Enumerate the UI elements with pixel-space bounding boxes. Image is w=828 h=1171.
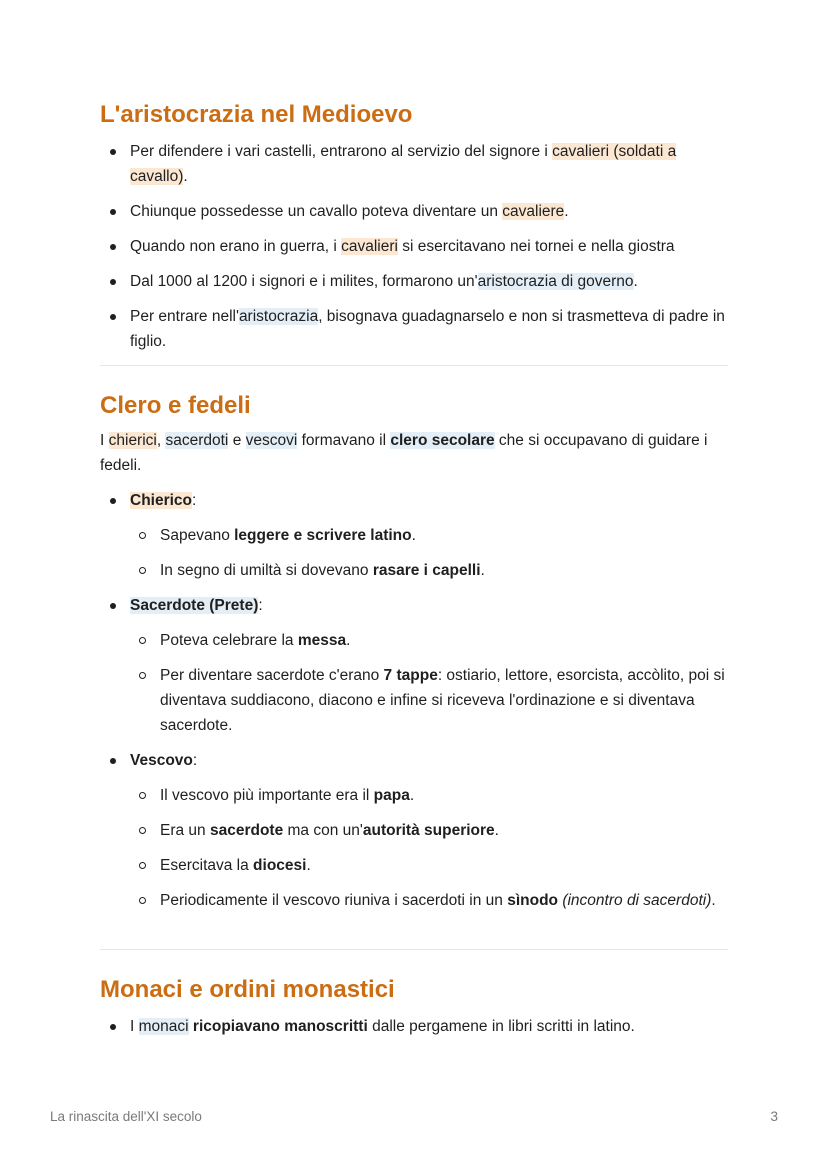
clero-list [100, 488, 728, 913]
sub-list-item: Periodicamente il vescovo riuniva i sacerdoti in un sìnodo (incontro di sacerdoti). [100, 888, 728, 913]
aristocrazia-list [100, 139, 728, 354]
clero-intro: I chierici, sacerdoti e vescovi formavano il clero secolare che si occupavano di guidare i fedeli. [100, 432, 708, 474]
list-item-sacerdote: Sacerdote (Prete): [100, 593, 728, 618]
sub-list-item: Era un sacerdote ma con un'autorità superiore. [100, 818, 728, 843]
list-item: I monaci ricopiavano manoscritti dalle pergamene in libri scritti in latino. [100, 1014, 728, 1039]
sub-list-item: Esercitava la diocesi. [100, 853, 728, 878]
sub-list-item: Il vescovo più importante era il papa. [100, 783, 728, 808]
sub-list-item: Per diventare sacerdote c'erano 7 tappe: ostiario, lettore, esorcista, accòlito, poi si diventava suddiacono, diacono e infine si riceveva l'ordinazione e si diventava sacerdote. [100, 663, 728, 738]
page-number: 3 [770, 1109, 778, 1124]
list-item-vescovo: Vescovo: [100, 748, 728, 773]
list-item: Quando non erano in guerra, i cavalieri si esercitavano nei tornei e nella giostra [100, 234, 728, 259]
list-item: Per entrare nell'aristocrazia, bisognava guadagnarselo e non si trasmetteva di padre in figlio. [100, 304, 728, 354]
section-title-aristocrazia: L'aristocrazia nel Medioevo [100, 101, 413, 128]
list-item: Chiunque possedesse un cavallo poteva diventare un cavaliere. [100, 199, 728, 224]
sub-list-item: Sapevano leggere e scrivere latino. [100, 523, 728, 548]
sub-list-item: Poteva celebrare la messa. [100, 628, 728, 653]
monaci-list [100, 1014, 728, 1039]
list-item-chierico: Chierico: [100, 488, 728, 513]
divider [100, 949, 728, 950]
section-title-monaci: Monaci e ordini monastici [100, 976, 395, 1003]
section-title-clero: Clero e fedeli [100, 392, 251, 419]
divider [100, 365, 728, 366]
sub-list-item: In segno di umiltà si dovevano rasare i capelli. [100, 558, 728, 583]
footer-title: La rinascita dell'XI secolo [50, 1109, 202, 1124]
list-item: Dal 1000 al 1200 i signori e i milites, formarono un'aristocrazia di governo. [100, 269, 728, 294]
list-item: Per difendere i vari castelli, entrarono al servizio del signore i cavalieri (soldati a cavallo). [100, 139, 728, 189]
